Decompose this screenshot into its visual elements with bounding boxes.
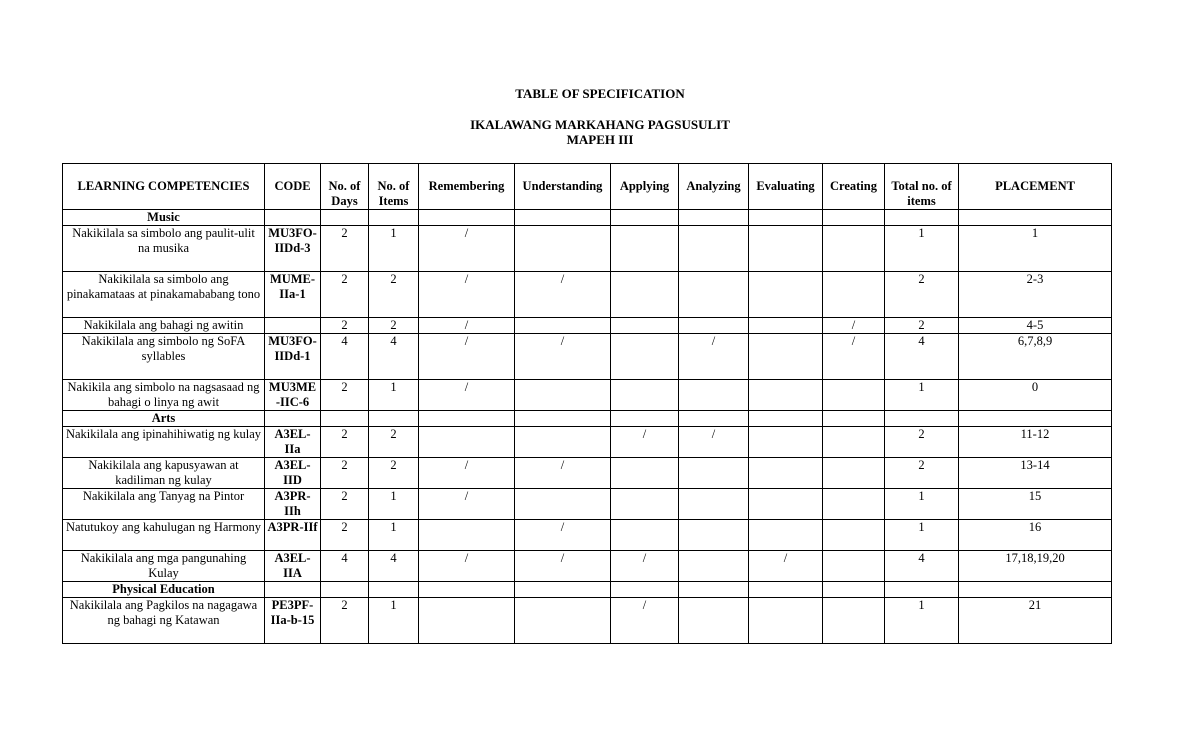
days-cell: 2 xyxy=(321,318,369,334)
placement-cell: 4-5 xyxy=(959,318,1112,334)
competency-cell: Natutukoy ang kahulugan ng Harmony xyxy=(63,520,265,551)
total-cell: 4 xyxy=(885,334,959,380)
competency-cell: Nakikilala ang ipinahihiwatig ng kulay xyxy=(63,427,265,458)
empty-cell xyxy=(369,411,419,427)
section-row xyxy=(63,210,1112,226)
empty-cell xyxy=(885,210,959,226)
empty-cell xyxy=(823,210,885,226)
placement-cell: 13-14 xyxy=(959,458,1112,489)
code-cell: PE3PF-IIa-b-15 xyxy=(265,598,321,644)
competency-cell: Nakikilala ang Tanyag na Pintor xyxy=(63,489,265,520)
applying-cell xyxy=(611,520,679,551)
creating-cell xyxy=(823,551,885,582)
code-cell: MU3ME-IIC-6 xyxy=(265,380,321,411)
code-cell xyxy=(265,318,321,334)
remembering-cell xyxy=(419,520,515,551)
remembering-cell: / xyxy=(419,458,515,489)
understanding-cell: / xyxy=(515,334,611,380)
evaluating-cell xyxy=(749,520,823,551)
items-cell: 2 xyxy=(369,458,419,489)
empty-cell xyxy=(419,210,515,226)
competency-cell: Nakikilala ang kapusyawan at kadiliman ng kulay xyxy=(63,458,265,489)
header-code: CODE xyxy=(265,164,321,210)
code-cell: MU3FO-IIDd-1 xyxy=(265,334,321,380)
understanding-cell xyxy=(515,598,611,644)
creating-cell xyxy=(823,226,885,272)
header-applying: Applying xyxy=(611,164,679,210)
empty-cell xyxy=(679,411,749,427)
applying-cell xyxy=(611,272,679,318)
creating-cell xyxy=(823,489,885,520)
placement-cell: 1 xyxy=(959,226,1112,272)
evaluating-cell xyxy=(749,380,823,411)
competency-cell: Nakikilala ang bahagi ng awitin xyxy=(63,318,265,334)
understanding-cell xyxy=(515,427,611,458)
creating-cell: / xyxy=(823,318,885,334)
analyzing-cell xyxy=(679,318,749,334)
table-row xyxy=(63,272,1112,318)
competency-cell: Nakikilala ang simbolo ng SoFA syllables xyxy=(63,334,265,380)
empty-cell xyxy=(959,411,1112,427)
items-cell: 2 xyxy=(369,272,419,318)
empty-cell xyxy=(515,582,611,598)
days-cell: 2 xyxy=(321,520,369,551)
specification-table xyxy=(62,163,1112,644)
applying-cell xyxy=(611,334,679,380)
total-cell: 4 xyxy=(885,551,959,582)
empty-cell xyxy=(749,582,823,598)
creating-cell xyxy=(823,520,885,551)
total-cell: 1 xyxy=(885,489,959,520)
empty-cell xyxy=(611,411,679,427)
placement-cell: 2-3 xyxy=(959,272,1112,318)
remembering-cell: / xyxy=(419,551,515,582)
document-subtitle-exam: IKALAWANG MARKAHANG PAGSUSULIT xyxy=(470,117,730,132)
empty-cell xyxy=(419,582,515,598)
code-cell: A3EL-IIa xyxy=(265,427,321,458)
days-cell: 2 xyxy=(321,380,369,411)
code-cell: A3EL-IID xyxy=(265,458,321,489)
items-cell: 4 xyxy=(369,334,419,380)
code-cell: MU3FO-IIDd-3 xyxy=(265,226,321,272)
items-cell: 4 xyxy=(369,551,419,582)
table-row xyxy=(63,458,1112,489)
empty-cell xyxy=(959,210,1112,226)
evaluating-cell xyxy=(749,458,823,489)
creating-cell xyxy=(823,427,885,458)
analyzing-cell xyxy=(679,380,749,411)
analyzing-cell xyxy=(679,551,749,582)
items-cell: 1 xyxy=(369,520,419,551)
empty-cell xyxy=(321,411,369,427)
applying-cell: / xyxy=(611,598,679,644)
understanding-cell: / xyxy=(515,458,611,489)
empty-cell xyxy=(369,582,419,598)
code-cell: A3EL-IIA xyxy=(265,551,321,582)
section-label: Music xyxy=(63,210,265,226)
competency-cell: Nakikilala ang Pagkilos na nagagawa ng bahagi ng Katawan xyxy=(63,598,265,644)
table-row xyxy=(63,551,1112,582)
applying-cell xyxy=(611,489,679,520)
table-row xyxy=(63,226,1112,272)
analyzing-cell xyxy=(679,520,749,551)
document-subtitle-subject: MAPEH III xyxy=(566,132,634,147)
remembering-cell: / xyxy=(419,334,515,380)
empty-cell xyxy=(749,210,823,226)
empty-cell xyxy=(823,582,885,598)
evaluating-cell xyxy=(749,427,823,458)
placement-cell: 15 xyxy=(959,489,1112,520)
header-items: No. of Items xyxy=(369,164,419,210)
understanding-cell xyxy=(515,489,611,520)
remembering-cell: / xyxy=(419,318,515,334)
total-cell: 1 xyxy=(885,598,959,644)
competency-cell: Nakikilala sa simbolo ang pinakamataas at pinakamababang tono xyxy=(63,272,265,318)
placement-cell: 16 xyxy=(959,520,1112,551)
remembering-cell: / xyxy=(419,226,515,272)
understanding-cell xyxy=(515,380,611,411)
section-row xyxy=(63,582,1112,598)
empty-cell xyxy=(823,411,885,427)
placement-cell: 6,7,8,9 xyxy=(959,334,1112,380)
table-row xyxy=(63,489,1112,520)
header-creating: Creating xyxy=(823,164,885,210)
placement-cell: 21 xyxy=(959,598,1112,644)
code-cell: A3PR-IIf xyxy=(265,520,321,551)
empty-cell xyxy=(419,411,515,427)
empty-cell xyxy=(321,582,369,598)
analyzing-cell xyxy=(679,226,749,272)
header-row xyxy=(63,164,1112,210)
evaluating-cell xyxy=(749,318,823,334)
remembering-cell xyxy=(419,598,515,644)
remembering-cell xyxy=(419,427,515,458)
empty-cell xyxy=(515,210,611,226)
total-cell: 2 xyxy=(885,427,959,458)
empty-cell xyxy=(321,210,369,226)
evaluating-cell xyxy=(749,226,823,272)
document-title: TABLE OF SPECIFICATION xyxy=(515,86,685,101)
analyzing-cell: / xyxy=(679,334,749,380)
items-cell: 1 xyxy=(369,226,419,272)
evaluating-cell xyxy=(749,334,823,380)
empty-cell xyxy=(515,411,611,427)
analyzing-cell xyxy=(679,272,749,318)
analyzing-cell xyxy=(679,458,749,489)
empty-cell xyxy=(265,582,321,598)
applying-cell xyxy=(611,226,679,272)
days-cell: 2 xyxy=(321,489,369,520)
applying-cell xyxy=(611,318,679,334)
items-cell: 2 xyxy=(369,427,419,458)
remembering-cell: / xyxy=(419,380,515,411)
days-cell: 4 xyxy=(321,551,369,582)
applying-cell: / xyxy=(611,551,679,582)
understanding-cell: / xyxy=(515,272,611,318)
competency-cell: Nakikila ang simbolo na nagsasaad ng bahagi o linya ng awit xyxy=(63,380,265,411)
section-row xyxy=(63,411,1112,427)
days-cell: 2 xyxy=(321,598,369,644)
understanding-cell: / xyxy=(515,520,611,551)
table-row xyxy=(63,427,1112,458)
code-cell: A3PR-IIh xyxy=(265,489,321,520)
analyzing-cell xyxy=(679,598,749,644)
creating-cell xyxy=(823,598,885,644)
items-cell: 2 xyxy=(369,318,419,334)
creating-cell: / xyxy=(823,334,885,380)
creating-cell xyxy=(823,458,885,489)
header-placement: PLACEMENT xyxy=(959,164,1112,210)
empty-cell xyxy=(885,411,959,427)
header-remembering: Remembering xyxy=(419,164,515,210)
analyzing-cell: / xyxy=(679,427,749,458)
table-row xyxy=(63,520,1112,551)
header-understanding: Understanding xyxy=(515,164,611,210)
evaluating-cell xyxy=(749,598,823,644)
understanding-cell xyxy=(515,318,611,334)
items-cell: 1 xyxy=(369,598,419,644)
empty-cell xyxy=(959,582,1112,598)
total-cell: 1 xyxy=(885,226,959,272)
table-row xyxy=(63,598,1112,644)
header-total: Total no. of items xyxy=(885,164,959,210)
days-cell: 2 xyxy=(321,458,369,489)
evaluating-cell xyxy=(749,489,823,520)
evaluating-cell xyxy=(749,272,823,318)
understanding-cell xyxy=(515,226,611,272)
placement-cell: 11-12 xyxy=(959,427,1112,458)
total-cell: 1 xyxy=(885,520,959,551)
total-cell: 1 xyxy=(885,380,959,411)
days-cell: 2 xyxy=(321,427,369,458)
remembering-cell: / xyxy=(419,272,515,318)
creating-cell xyxy=(823,272,885,318)
analyzing-cell xyxy=(679,489,749,520)
section-label: Arts xyxy=(63,411,265,427)
applying-cell xyxy=(611,458,679,489)
understanding-cell: / xyxy=(515,551,611,582)
days-cell: 2 xyxy=(321,226,369,272)
empty-cell xyxy=(369,210,419,226)
competency-cell: Nakikilala sa simbolo ang paulit-ulit na musika xyxy=(63,226,265,272)
empty-cell xyxy=(679,210,749,226)
empty-cell xyxy=(265,411,321,427)
total-cell: 2 xyxy=(885,272,959,318)
placement-cell: 0 xyxy=(959,380,1112,411)
creating-cell xyxy=(823,380,885,411)
empty-cell xyxy=(749,411,823,427)
total-cell: 2 xyxy=(885,458,959,489)
competency-cell: Nakikilala ang mga pangunahing Kulay xyxy=(63,551,265,582)
header-competencies: LEARNING COMPETENCIES xyxy=(63,164,265,210)
days-cell: 2 xyxy=(321,272,369,318)
header-evaluating: Evaluating xyxy=(749,164,823,210)
table-row xyxy=(63,380,1112,411)
empty-cell xyxy=(679,582,749,598)
table-row xyxy=(63,318,1112,334)
empty-cell xyxy=(611,210,679,226)
table-row xyxy=(63,334,1112,380)
empty-cell xyxy=(611,582,679,598)
table-body xyxy=(63,210,1112,644)
applying-cell xyxy=(611,380,679,411)
applying-cell: / xyxy=(611,427,679,458)
days-cell: 4 xyxy=(321,334,369,380)
total-cell: 2 xyxy=(885,318,959,334)
placement-cell: 17,18,19,20 xyxy=(959,551,1112,582)
items-cell: 1 xyxy=(369,380,419,411)
items-cell: 1 xyxy=(369,489,419,520)
header-analyzing: Analyzing xyxy=(679,164,749,210)
code-cell: MUME-IIa-1 xyxy=(265,272,321,318)
header-days: No. of Days xyxy=(321,164,369,210)
section-label: Physical Education xyxy=(63,582,265,598)
remembering-cell: / xyxy=(419,489,515,520)
empty-cell xyxy=(885,582,959,598)
empty-cell xyxy=(265,210,321,226)
evaluating-cell: / xyxy=(749,551,823,582)
